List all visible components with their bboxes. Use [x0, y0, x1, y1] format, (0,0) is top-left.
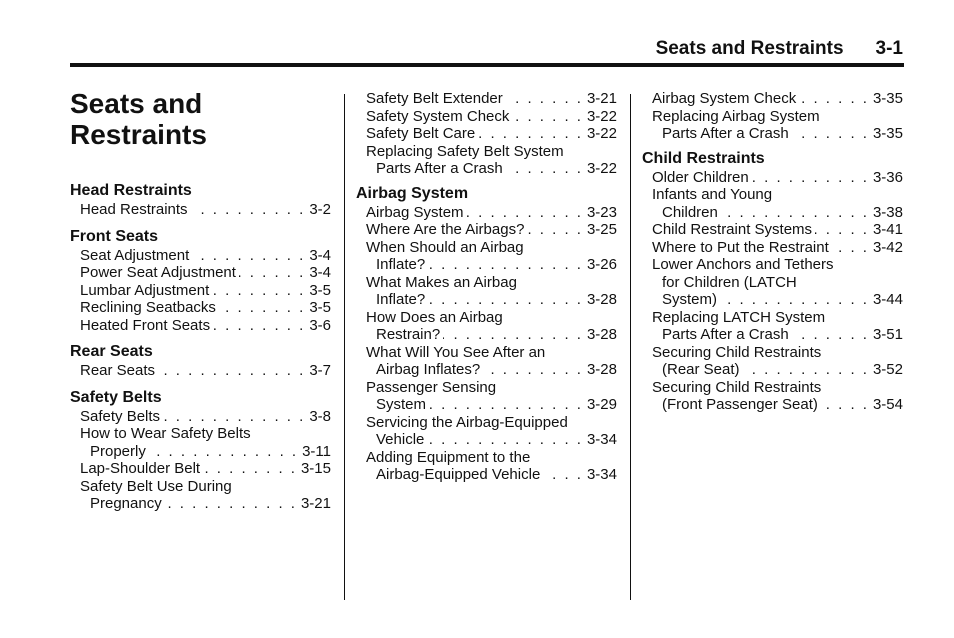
- column-divider: [344, 94, 345, 600]
- running-header: [656, 38, 903, 60]
- toc-entry-title: Passenger Sensing: [366, 378, 497, 396]
- toc-page-number: 3-22: [586, 160, 617, 177]
- toc-page-number: 3-35: [872, 125, 903, 142]
- toc-entry-title: Replacing LATCH System: [652, 308, 826, 326]
- dot-leader: [192, 247, 305, 265]
- toc-entry-adding-equipment-to-the-airbag-equipped-vehicle[interactable]: [356, 449, 617, 484]
- toc-entry-lower-anchors-and-tethers-for-children-latch-system[interactable]: [642, 256, 903, 309]
- toc-entry-line: [642, 221, 903, 239]
- toc-entry-title: Securing Child Restraints: [652, 378, 822, 396]
- toc-entry-line: [70, 460, 331, 478]
- toc-entry-title: Securing Child Restraints: [652, 343, 822, 361]
- toc-entry-line: [356, 160, 617, 178]
- toc-entry-line: [642, 125, 903, 143]
- toc-entry-passenger-sensing-system[interactable]: [356, 379, 617, 414]
- toc-entry-line: [642, 326, 903, 344]
- toc-entry-title: Seat Adjustment: [80, 246, 190, 264]
- toc-section-heading: Child Restraints: [642, 149, 765, 167]
- toc-entry-safety-belt-care[interactable]: [356, 125, 617, 143]
- toc-page-number: 3-2: [309, 201, 331, 218]
- toc-entry-child-restraint-systems[interactable]: [642, 221, 903, 239]
- toc-entry-line: [356, 414, 617, 432]
- toc-entry-title: Airbag System Check: [652, 90, 797, 107]
- toc-entry-line: [356, 431, 617, 449]
- toc-entry-securing-child-restraints-front-passenger-seat[interactable]: [642, 379, 903, 414]
- toc-entry-servicing-the-airbag-equipped-vehicle[interactable]: [356, 414, 617, 449]
- toc-entry-title: Inflate?: [376, 291, 426, 308]
- toc-entry-title: System): [662, 291, 718, 308]
- toc-entry-line: [642, 256, 903, 274]
- dot-leader: [543, 466, 583, 484]
- toc-section-heading: Airbag System: [356, 184, 469, 202]
- toc-page-number: 3-34: [586, 466, 617, 483]
- toc-section-heading: Rear Seats: [70, 343, 153, 360]
- toc-page-number: 3-51: [872, 326, 903, 343]
- toc-entry-rear-seats[interactable]: [70, 362, 331, 380]
- dot-leader: [149, 443, 298, 461]
- dot-leader: [203, 460, 297, 478]
- toc-entry-title: (Front Passenger Seat): [662, 396, 818, 413]
- dot-leader: [792, 326, 869, 344]
- toc-entry-line: [642, 291, 903, 309]
- toc-entry-what-makes-an-airbag-inflate[interactable]: [356, 274, 617, 309]
- toc-entry-line: [356, 344, 617, 362]
- toc-entry-title: Children: [662, 203, 718, 221]
- toc-entry-title: Airbag Inflates?: [376, 361, 481, 378]
- toc-entry-how-to-wear-safety-belts-properly[interactable]: [70, 425, 331, 460]
- toc-entry-title: Heated Front Seats: [80, 316, 211, 334]
- toc-entry-line: [356, 274, 617, 292]
- toc-entry-line: [642, 108, 903, 126]
- dot-leader: [163, 408, 305, 426]
- toc-section: [356, 184, 617, 484]
- toc-entry-title: How Does an Airbag: [366, 308, 503, 326]
- toc-page-number: 3-6: [309, 316, 331, 334]
- toc-entry-line: [642, 309, 903, 327]
- toc-page-number: 3-5: [309, 299, 331, 316]
- toc-entry-safety-belt-extender[interactable]: [356, 90, 617, 108]
- toc-entry-title: Airbag-Equipped Vehicle: [376, 466, 541, 483]
- toc-entry-title: Reclining Seatbacks: [80, 299, 216, 316]
- toc-page-number: 3-8: [309, 407, 331, 425]
- toc-entry-title: Airbag System: [366, 203, 464, 221]
- dot-leader: [799, 90, 869, 108]
- dot-leader: [821, 396, 869, 414]
- toc-entry-title: Servicing the Airbag-Equipped: [366, 413, 568, 431]
- toc-entry-line: [356, 449, 617, 467]
- toc-page-number: 3-41: [872, 221, 903, 238]
- toc-entry-title: Replacing Airbag System: [652, 107, 820, 125]
- toc-page-number: 3-28: [586, 361, 617, 378]
- toc-entry-line: [70, 299, 331, 317]
- toc-page-number: 3-23: [586, 203, 617, 221]
- toc-entry-line: [356, 309, 617, 327]
- toc-entry-title: Adding Equipment to the: [366, 448, 531, 466]
- toc-entry-safety-belts[interactable]: [70, 408, 331, 426]
- dot-leader: [427, 431, 583, 449]
- toc-entry-line: [642, 344, 903, 362]
- toc-entry-heated-front-seats[interactable]: [70, 317, 331, 335]
- dot-leader: [743, 361, 869, 379]
- dot-leader: [213, 317, 305, 335]
- dot-leader: [428, 291, 583, 309]
- toc-entry-line: [70, 264, 331, 282]
- toc-entry-title: Safety Belt Extender: [366, 90, 503, 107]
- toc-entry-line: [356, 108, 617, 126]
- toc-entry-line: [642, 204, 903, 222]
- toc-entry-title: Parts After a Crash: [376, 160, 503, 177]
- toc-page-number: 3-38: [872, 203, 903, 221]
- toc-section-heading: Front Seats: [70, 227, 159, 245]
- toc-section: [356, 90, 617, 178]
- dot-leader: [429, 396, 583, 414]
- toc-page-number: 3-4: [309, 246, 331, 264]
- toc-page-number: 3-28: [586, 326, 617, 343]
- toc-entry-title: Lap-Shoulder Belt: [80, 460, 201, 477]
- toc-entry-replacing-safety-belt-system-parts-after-a-crash[interactable]: [356, 143, 617, 178]
- toc-column-2: [356, 90, 617, 484]
- toc-entry-line: [356, 379, 617, 397]
- toc-section: [70, 388, 331, 513]
- toc-entry-title: (Rear Seat): [662, 361, 740, 378]
- toc-entry-safety-belt-use-during-pregnancy[interactable]: [70, 478, 331, 513]
- dot-leader: [483, 361, 583, 379]
- toc-entry-title: Rear Seats: [80, 362, 156, 379]
- toc-entry-title: Older Children: [652, 168, 749, 186]
- toc-entry-line: [642, 239, 903, 257]
- toc-entry-line: [70, 317, 331, 335]
- toc-entry-line: [356, 125, 617, 143]
- dot-leader: [815, 221, 869, 239]
- toc-entry-line: [70, 201, 331, 219]
- toc-entry-title: for Children (LATCH: [662, 273, 797, 291]
- toc-entry-title: Where to Put the Restraint: [652, 238, 829, 256]
- header-section-title: Seats and Restraints: [655, 38, 844, 59]
- toc-entry-line: [356, 204, 617, 222]
- toc-entry-title: Properly: [90, 442, 146, 460]
- toc-entry-line: [70, 408, 331, 426]
- toc-entry-line: [70, 247, 331, 265]
- toc-section: [642, 90, 903, 143]
- toc-entry-title: Parts After a Crash: [662, 125, 789, 142]
- toc-entry-title: Infants and Young: [652, 186, 773, 203]
- toc-entry-line: [70, 282, 331, 300]
- toc-page-number: 3-15: [300, 460, 331, 477]
- toc-entry-line: [356, 239, 617, 257]
- toc-entry-seat-adjustment[interactable]: [70, 247, 331, 265]
- toc-entry-when-should-an-airbag-inflate[interactable]: [356, 239, 617, 274]
- toc-entry-line: [70, 362, 331, 380]
- toc-page-number: 3-11: [302, 442, 331, 460]
- toc-entry-replacing-airbag-system-parts-after-a-crash[interactable]: [642, 108, 903, 143]
- dot-leader: [527, 221, 583, 239]
- toc-entry-line: [356, 256, 617, 274]
- toc-entry-line: [642, 186, 903, 204]
- toc-entry-title: Inflate?: [376, 256, 426, 273]
- toc-entry-lap-shoulder-belt[interactable]: [70, 460, 331, 478]
- toc-entry-line: [356, 291, 617, 309]
- toc-entry-title: Where Are the Airbags?: [366, 221, 525, 238]
- toc-entry-title: Pregnancy: [90, 495, 162, 512]
- toc-entry-lumbar-adjustment[interactable]: [70, 282, 331, 300]
- toc-entry-title: Safety Belt Use During: [80, 477, 232, 495]
- toc-entry-line: [70, 478, 331, 496]
- toc-entry-line: [356, 143, 617, 161]
- toc-section: [642, 149, 903, 414]
- toc-entry-title: Child Restraint Systems: [652, 221, 813, 238]
- dot-leader: [512, 108, 583, 126]
- dot-leader: [752, 169, 869, 187]
- toc-entry-title: Lower Anchors and Tethers: [652, 256, 834, 273]
- column-divider: [630, 94, 631, 600]
- toc-column-1: [70, 181, 331, 513]
- toc-section: [70, 342, 331, 380]
- toc-page-number: 3-21: [300, 495, 331, 512]
- toc-entry-line: [70, 425, 331, 443]
- toc-entry-line: [642, 396, 903, 414]
- toc-entry-line: [642, 379, 903, 397]
- dot-leader: [443, 326, 583, 344]
- dot-leader: [219, 299, 305, 317]
- toc-entry-title: What Makes an Airbag: [366, 273, 517, 291]
- toc-page-number: 3-52: [872, 361, 903, 378]
- toc-entry-title: Parts After a Crash: [662, 326, 789, 343]
- dot-leader: [191, 201, 306, 219]
- toc-column-3: [642, 90, 903, 414]
- toc-section-heading: Safety Belts: [70, 388, 162, 406]
- toc-entry-head-restraints[interactable]: [70, 201, 331, 219]
- dot-leader: [158, 362, 305, 380]
- toc-page-number: 3-25: [586, 221, 617, 238]
- toc-page-number: 3-22: [586, 125, 617, 142]
- toc-entry-line: [70, 443, 331, 461]
- dot-leader: [506, 160, 583, 178]
- toc-entry-title: Restrain?: [376, 326, 441, 343]
- toc-entry-line: [356, 466, 617, 484]
- header-rule: [70, 63, 904, 67]
- toc-entry-reclining-seatbacks[interactable]: [70, 299, 331, 317]
- toc-entry-how-does-an-airbag-restrain[interactable]: [356, 309, 617, 344]
- toc-entry-title: System: [376, 396, 427, 413]
- dot-leader: [792, 125, 869, 143]
- toc-entry-title: Safety System Check: [366, 107, 510, 125]
- toc-page-number: 3-44: [872, 291, 903, 308]
- toc-entry-airbag-system-check[interactable]: [642, 90, 903, 108]
- toc-entry-older-children[interactable]: [642, 169, 903, 187]
- toc-entry-line: [642, 361, 903, 379]
- toc-entry-title: Head Restraints: [80, 201, 188, 218]
- dot-leader: [239, 264, 305, 282]
- dot-leader: [165, 495, 297, 513]
- toc-entry-what-will-you-see-after-an-airbag-inflates[interactable]: [356, 344, 617, 379]
- toc-entry-line: [356, 361, 617, 379]
- toc-entry-line: [642, 274, 903, 292]
- toc-entry-where-to-put-the-restraint[interactable]: [642, 239, 903, 257]
- toc-entry-line: [642, 90, 903, 108]
- toc-entry-title: Safety Belt Care: [366, 125, 476, 142]
- toc-section: [70, 227, 331, 335]
- toc-entry-title: What Will You See After an: [366, 343, 546, 361]
- toc-page-number: 3-29: [586, 396, 617, 413]
- toc-entry-airbag-system[interactable]: [356, 204, 617, 222]
- toc-page-number: 3-34: [586, 431, 617, 448]
- dot-leader: [721, 204, 869, 222]
- toc-entry-title: Lumbar Adjustment: [80, 281, 210, 299]
- toc-entry-line: [356, 221, 617, 239]
- toc-page-number: 3-7: [309, 362, 331, 379]
- toc-entry-line: [356, 396, 617, 414]
- dot-leader: [467, 204, 583, 222]
- toc-entry-safety-system-check[interactable]: [356, 108, 617, 126]
- chapter-title: Seats and Restraints: [70, 88, 207, 150]
- header-page-number: 3-1: [875, 38, 903, 59]
- toc-entry-title: Vehicle: [376, 431, 425, 448]
- toc-entry-title: Safety Belts: [80, 407, 161, 425]
- toc-section-heading: Head Restraints: [70, 182, 192, 199]
- toc-entry-title: When Should an Airbag: [366, 238, 524, 256]
- toc-section: [70, 181, 331, 219]
- toc-page-number: 3-22: [586, 107, 617, 125]
- dot-leader: [720, 291, 869, 309]
- toc-page-number: 3-21: [586, 90, 617, 107]
- dot-leader: [506, 90, 583, 108]
- dot-leader: [478, 125, 583, 143]
- toc-page-number: 3-28: [586, 291, 617, 308]
- toc-entry-line: [356, 326, 617, 344]
- dot-leader: [832, 239, 869, 257]
- toc-page-number: 3-4: [309, 264, 331, 281]
- toc-entry-where-are-the-airbags[interactable]: [356, 221, 617, 239]
- toc-entry-line: [356, 90, 617, 108]
- toc-entry-title: Replacing Safety Belt System: [366, 142, 564, 160]
- toc-page-number: 3-35: [872, 90, 903, 107]
- dot-leader: [428, 256, 583, 274]
- toc-page-number: 3-5: [309, 281, 331, 299]
- toc-entry-replacing-latch-system-parts-after-a-crash[interactable]: [642, 309, 903, 344]
- toc-entry-title: Power Seat Adjustment: [80, 264, 236, 281]
- toc-entry-power-seat-adjustment[interactable]: [70, 264, 331, 282]
- toc-entry-line: [642, 169, 903, 187]
- dot-leader: [212, 282, 305, 300]
- toc-entry-infants-and-young-children[interactable]: [642, 186, 903, 221]
- toc-page-number: 3-26: [586, 256, 617, 273]
- toc-entry-line: [70, 495, 331, 513]
- toc-page-number: 3-36: [872, 168, 903, 186]
- toc-page-number: 3-42: [872, 238, 903, 256]
- toc-page-number: 3-54: [872, 396, 903, 413]
- toc-entry-securing-child-restraints-rear-seat[interactable]: [642, 344, 903, 379]
- toc-entry-title: How to Wear Safety Belts: [80, 425, 251, 442]
